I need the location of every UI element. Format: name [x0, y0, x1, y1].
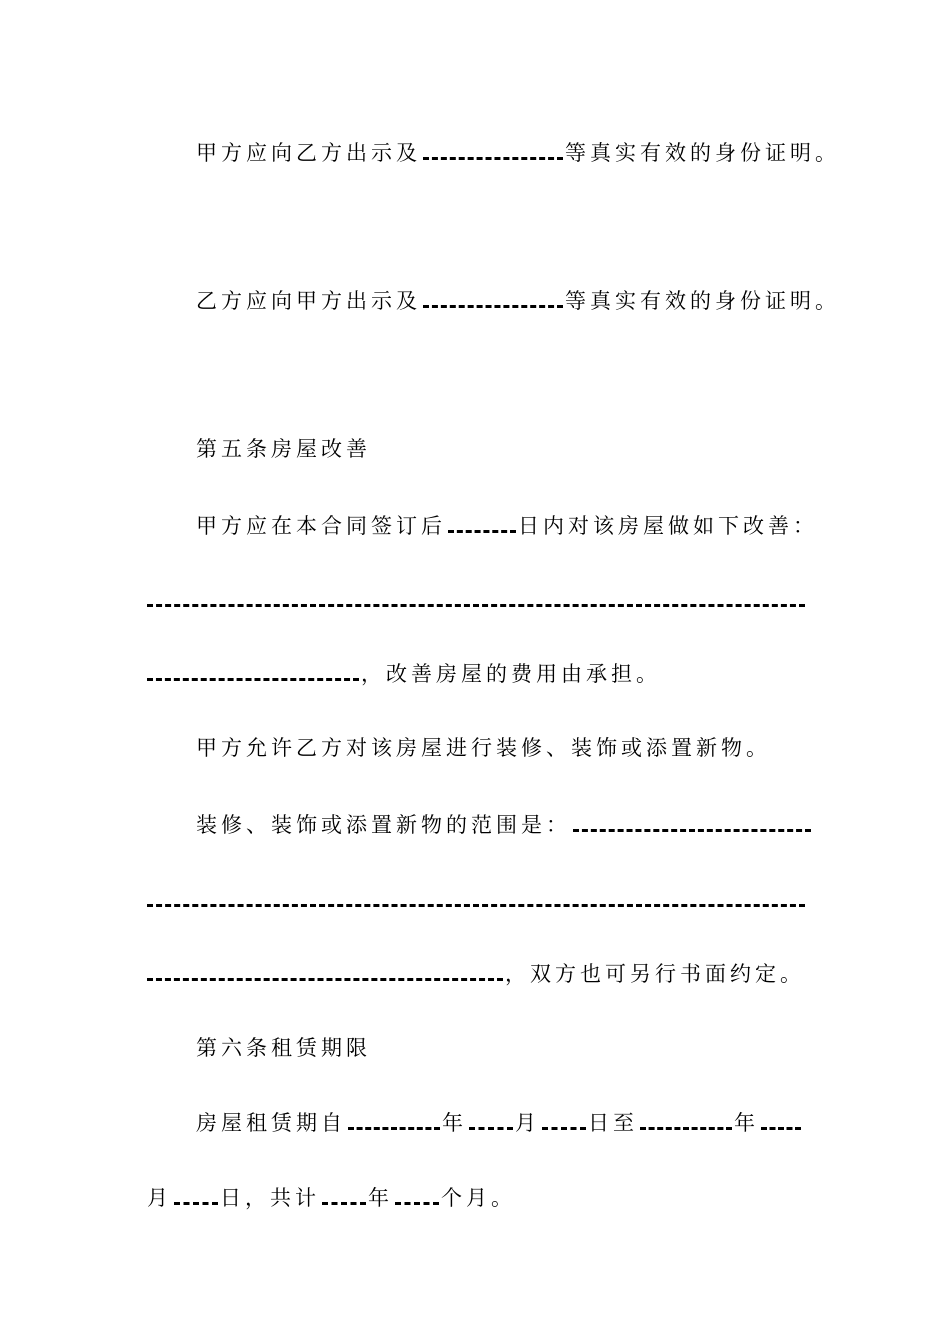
- text-segment: 年: [442, 1111, 467, 1135]
- month-blank[interactable]: [469, 1109, 513, 1130]
- text-segment: ，改善房屋的费用由承担。: [361, 662, 661, 686]
- text-segment: 年: [368, 1186, 393, 1210]
- text-segment: 年: [734, 1111, 759, 1135]
- improvement-clause: [196, 511, 818, 541]
- fill-blank[interactable]: [573, 811, 811, 832]
- fill-blank[interactable]: [147, 960, 503, 981]
- month-blank[interactable]: [761, 1109, 801, 1130]
- text-segment: 等真实有效的身份证明。: [565, 289, 840, 313]
- text-segment: 等真实有效的身份证明。: [565, 141, 840, 165]
- article6-heading: 第六条租赁期限: [196, 1036, 371, 1060]
- year-blank[interactable]: [640, 1109, 732, 1130]
- identity-clause-party-a: [196, 138, 840, 168]
- identity-clause-party-b: [196, 286, 840, 316]
- lease-term-line-2: [147, 1183, 516, 1213]
- year-count-blank[interactable]: [322, 1184, 366, 1205]
- fill-blank[interactable]: [147, 660, 359, 681]
- text-segment: 甲方应向乙方出示及: [196, 141, 421, 165]
- day-blank[interactable]: [542, 1109, 586, 1130]
- fill-blank-full-line[interactable]: [147, 904, 805, 907]
- text-segment: 装修、装饰或添置新物的范围是：: [196, 813, 571, 837]
- text-segment: 乙方应向甲方出示及: [196, 289, 421, 313]
- text-segment: ，双方也可另行书面约定。: [505, 962, 805, 986]
- text-segment: 甲方应在本合同签订后: [196, 514, 446, 538]
- text-segment: 日至: [588, 1111, 638, 1135]
- day-blank[interactable]: [174, 1184, 218, 1205]
- decoration-permission: 甲方允许乙方对该房屋进行装修、装饰或添置新物。: [196, 736, 771, 760]
- lease-term-line-1: [196, 1108, 803, 1138]
- text-segment: 日，共计: [220, 1186, 320, 1210]
- text-segment: 月: [515, 1111, 540, 1135]
- decoration-agreement-line: [147, 959, 805, 989]
- text-segment: 个月。: [441, 1186, 516, 1210]
- fill-blank-full-line[interactable]: [147, 604, 805, 607]
- month-count-blank[interactable]: [395, 1184, 439, 1205]
- article5-heading: 第五条房屋改善: [196, 437, 371, 461]
- year-blank[interactable]: [348, 1109, 440, 1130]
- fill-blank[interactable]: [423, 139, 563, 160]
- text-segment: 月: [147, 1186, 172, 1210]
- fill-blank[interactable]: [423, 287, 563, 308]
- text-segment: 日内对该房屋做如下改善：: [518, 514, 818, 538]
- fill-blank[interactable]: [448, 512, 516, 533]
- improvement-cost-line: [147, 659, 661, 689]
- text-segment: 房屋租赁期自: [196, 1111, 346, 1135]
- decoration-scope-line: [196, 810, 813, 840]
